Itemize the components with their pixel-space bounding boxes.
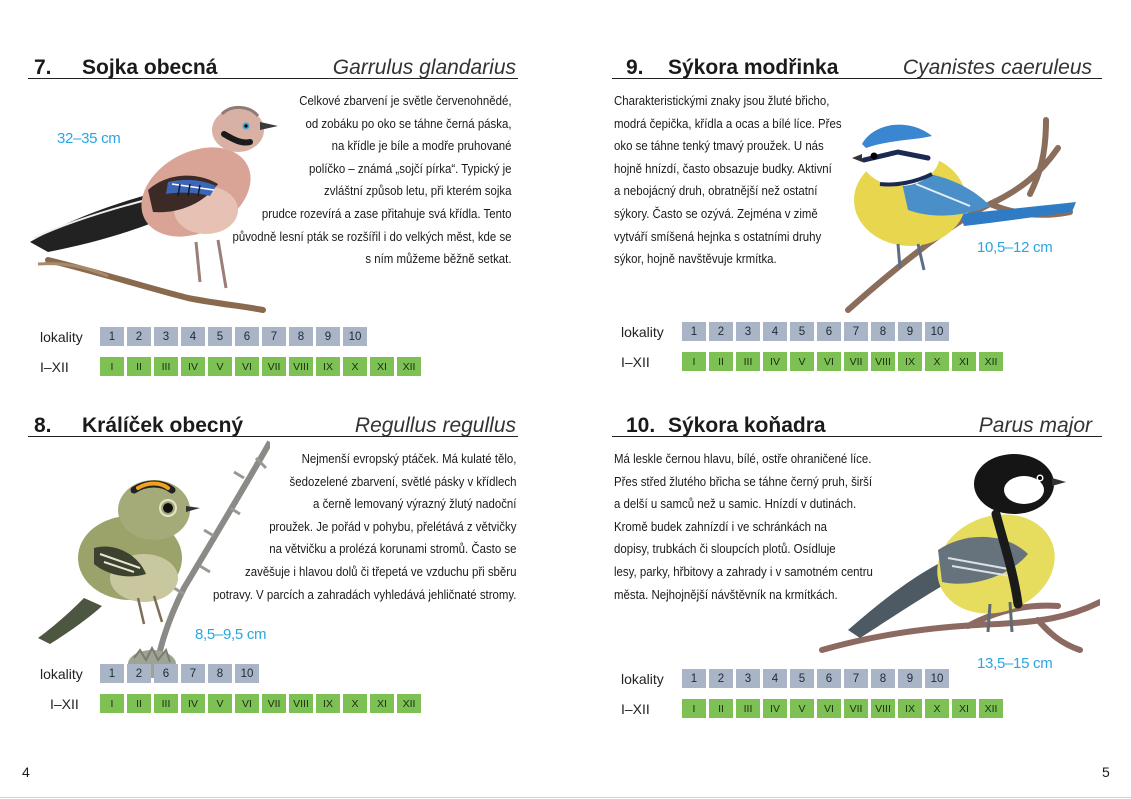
locality-chip: 8 — [871, 669, 895, 688]
locality-chip: 10 — [925, 669, 949, 688]
locality-chip: 7 — [844, 669, 868, 688]
month-chip: IV — [181, 694, 205, 713]
month-chip: III — [736, 699, 760, 718]
month-chip: X — [925, 352, 949, 371]
locality-chip: 5 — [790, 669, 814, 688]
locality-chip: 6 — [817, 322, 841, 341]
locality-chip: 6 — [235, 327, 259, 346]
description-line: políčko – známá „sojčí pírka“. Typický je — [308, 160, 512, 176]
description-line: modrá čepička, křídla a ocas a bílé líce. Přes — [614, 115, 842, 131]
description-line: lesy, parky, hřbitovy a zahrady i v samotném centru — [614, 563, 873, 579]
species-description — [226, 90, 512, 271]
month-chip: II — [127, 357, 151, 376]
locality-chip: 2 — [127, 664, 151, 683]
description-line: potravy. V parcích a zahradách vyhledává jehličnaté stromy. — [213, 586, 517, 602]
month-chip: V — [208, 694, 232, 713]
locality-chip: 3 — [736, 669, 760, 688]
species-number: 9. — [626, 56, 644, 79]
month-chip: XII — [397, 694, 421, 713]
month-chip: VII — [262, 357, 286, 376]
species-number: 8. — [34, 414, 52, 437]
description-line: zavěšuje i hlavou dolů či třepetá ve vzduchu při sběru — [245, 563, 517, 579]
locality-chips — [682, 669, 949, 688]
description-line: Přes střed žlutého břicha se táhne černý pruh, širší — [614, 473, 873, 489]
locality-chip: 3 — [154, 327, 178, 346]
species-name: Králíček obecný — [82, 414, 244, 437]
species-entry-8 — [28, 402, 518, 742]
month-chip: VIII — [289, 694, 313, 713]
locality-chip: 7 — [262, 327, 286, 346]
description-line: na křídle je bíle a modře pruhované — [331, 138, 512, 154]
month-chip: III — [736, 352, 760, 371]
months-label: I–XII — [621, 701, 650, 717]
page-bottom-edge — [0, 797, 1131, 798]
locality-label: lokality — [40, 329, 83, 345]
locality-chip: 1 — [100, 327, 124, 346]
species-size: 13,5–15 cm — [977, 655, 1053, 672]
description-line: dopisy, trubkách či sloupcích plotů. Osídluje — [614, 541, 836, 557]
month-chip: III — [154, 694, 178, 713]
species-entry-9 — [612, 44, 1102, 384]
description-line: Charakteristickými znaky jsou žluté břicho, — [614, 93, 830, 108]
month-chip: XI — [370, 357, 394, 376]
month-chip: V — [790, 699, 814, 718]
description-line: Má leskle černou hlavu, bílé, ostře ohraničené líce. — [614, 451, 872, 466]
locality-chip: 9 — [898, 669, 922, 688]
description-line: a černě lemovaný výrazný žlutý nadoční — [313, 496, 517, 512]
locality-chip: 4 — [181, 327, 205, 346]
month-chip: VII — [844, 699, 868, 718]
species-header — [28, 44, 518, 79]
month-chip: IX — [316, 357, 340, 376]
month-chip: IV — [763, 352, 787, 371]
month-chip: VI — [235, 694, 259, 713]
month-chip: XI — [952, 352, 976, 371]
month-chip: II — [127, 694, 151, 713]
description-line: Nejmenší evropský ptáček. Má kulaté tělo, — [301, 451, 517, 466]
month-chip: X — [343, 694, 367, 713]
species-header — [28, 402, 518, 437]
locality-chip: 2 — [709, 322, 733, 341]
description-line: proužek. Je pořád v pohybu, přelétává z větvičky — [269, 518, 517, 534]
locality-chip: 8 — [208, 664, 232, 683]
locality-chip: 8 — [289, 327, 313, 346]
species-description — [614, 90, 842, 271]
months-label: I–XII — [621, 354, 650, 370]
locality-chip: 6 — [817, 669, 841, 688]
description-line: zvláštní způsob letu, při kterém sojka — [324, 183, 512, 199]
description-line: původně lesní pták se rozšířil i do velkých měst, kde se — [232, 228, 512, 244]
species-size: 8,5–9,5 cm — [195, 626, 267, 643]
locality-chip: 1 — [100, 664, 124, 683]
month-chips — [100, 357, 421, 376]
locality-chip: 5 — [208, 327, 232, 346]
description-line: s ním můžeme běžně setkat. — [365, 251, 512, 267]
month-chip: VI — [817, 699, 841, 718]
locality-chip: 6 — [154, 664, 178, 683]
species-latin-name: Parus major — [978, 414, 1092, 437]
description-line: prudce rozevírá a zase přitahuje svá křídla. Tento — [261, 205, 512, 221]
species-header — [612, 402, 1102, 437]
month-chip: XII — [979, 352, 1003, 371]
page-number-right: 5 — [1102, 764, 1110, 780]
locality-chip: 8 — [871, 322, 895, 341]
locality-chip: 10 — [925, 322, 949, 341]
species-size: 32–35 cm — [57, 130, 121, 147]
month-chip: V — [790, 352, 814, 371]
blue-tit-illustration — [840, 114, 1090, 314]
month-chip: I — [100, 694, 124, 713]
month-chip: I — [682, 352, 706, 371]
month-chip: XII — [979, 699, 1003, 718]
species-entry-7 — [28, 44, 518, 384]
description-line: vytváří smíšená hejnka s ostatními druhy — [614, 228, 822, 244]
locality-chip: 2 — [127, 327, 151, 346]
description-line: a nebojácný druh, obratnější než ostatní — [614, 183, 818, 199]
locality-chips — [100, 664, 259, 683]
month-chip: VIII — [871, 352, 895, 371]
species-latin-name: Regullus regullus — [354, 414, 516, 437]
locality-chip: 10 — [235, 664, 259, 683]
month-chip: III — [154, 357, 178, 376]
locality-label: lokality — [40, 666, 83, 682]
species-number: 7. — [34, 56, 52, 79]
species-name: Sýkora koňadra — [668, 414, 826, 437]
locality-chip: 5 — [790, 322, 814, 341]
species-name: Sojka obecná — [82, 56, 218, 79]
description-line: Celkové zbarvení je světle červenohnědé, — [299, 93, 512, 108]
month-chip: I — [682, 699, 706, 718]
month-chip: X — [343, 357, 367, 376]
month-chip: VI — [817, 352, 841, 371]
description-line: hojně hnízdí, často obsazuje budky. Aktivní — [614, 160, 832, 176]
locality-chip: 9 — [898, 322, 922, 341]
description-line: sýkory. Často se ozývá. Zejména v zimě — [614, 205, 818, 221]
month-chips — [682, 352, 1003, 371]
species-header — [612, 44, 1102, 79]
description-line: na větvičku a prolézá korunami stromů. Často se — [269, 541, 517, 557]
month-chip: V — [208, 357, 232, 376]
month-chip: IV — [763, 699, 787, 718]
month-chip: X — [925, 699, 949, 718]
month-chip: VII — [844, 352, 868, 371]
month-chip: VI — [235, 357, 259, 376]
locality-label: lokality — [621, 671, 664, 687]
locality-chip: 1 — [682, 322, 706, 341]
locality-chip: 3 — [736, 322, 760, 341]
description-line: šedozelené zbarvení, světlé pásky v křídlech — [289, 473, 517, 489]
locality-chip: 2 — [709, 669, 733, 688]
locality-chip: 7 — [844, 322, 868, 341]
description-line: Kromě budek zahnízdí i ve schránkách na — [614, 518, 827, 534]
description-line: od zobáku po oko se táhne černá páska, — [305, 115, 512, 131]
species-latin-name: Cyanistes caeruleus — [902, 56, 1092, 79]
species-description — [206, 448, 516, 606]
description-line: a delší u samců než u samic. Hnízdí v dutinách. — [614, 496, 857, 512]
species-description — [614, 448, 873, 606]
locality-chip: 4 — [763, 322, 787, 341]
month-chip: I — [100, 357, 124, 376]
month-chip: IX — [898, 352, 922, 371]
months-label: I–XII — [40, 359, 69, 375]
locality-label: lokality — [621, 324, 664, 340]
month-chip: VII — [262, 694, 286, 713]
locality-chips — [100, 327, 367, 346]
month-chip: IX — [898, 699, 922, 718]
month-chips — [100, 694, 421, 713]
species-entry-10 — [612, 402, 1102, 742]
species-name: Sýkora modřinka — [668, 56, 839, 79]
months-label: I–XII — [50, 696, 79, 712]
description-line: sýkor, hojně navštěvuje krmítka. — [614, 251, 777, 267]
month-chip: II — [709, 352, 733, 371]
locality-chip: 9 — [316, 327, 340, 346]
month-chip: VIII — [871, 699, 895, 718]
species-size: 10,5–12 cm — [977, 239, 1053, 256]
month-chip: XI — [370, 694, 394, 713]
month-chip: II — [709, 699, 733, 718]
species-latin-name: Garrulus glandarius — [332, 56, 516, 79]
locality-chip: 4 — [763, 669, 787, 688]
locality-chip: 7 — [181, 664, 205, 683]
month-chip: VIII — [289, 357, 313, 376]
locality-chip: 1 — [682, 669, 706, 688]
month-chip: IV — [181, 357, 205, 376]
locality-chips — [682, 322, 949, 341]
month-chip: XI — [952, 699, 976, 718]
locality-chip: 10 — [343, 327, 367, 346]
month-chip: IX — [316, 694, 340, 713]
species-number: 10. — [626, 414, 656, 437]
description-line: oko se táhne tenký tmavý proužek. U nás — [614, 138, 824, 154]
description-line: města. Nejhojnější návštěvník na krmítkách. — [614, 586, 838, 602]
page-number-left: 4 — [22, 764, 30, 780]
month-chips — [682, 699, 1003, 718]
month-chip: XII — [397, 357, 421, 376]
